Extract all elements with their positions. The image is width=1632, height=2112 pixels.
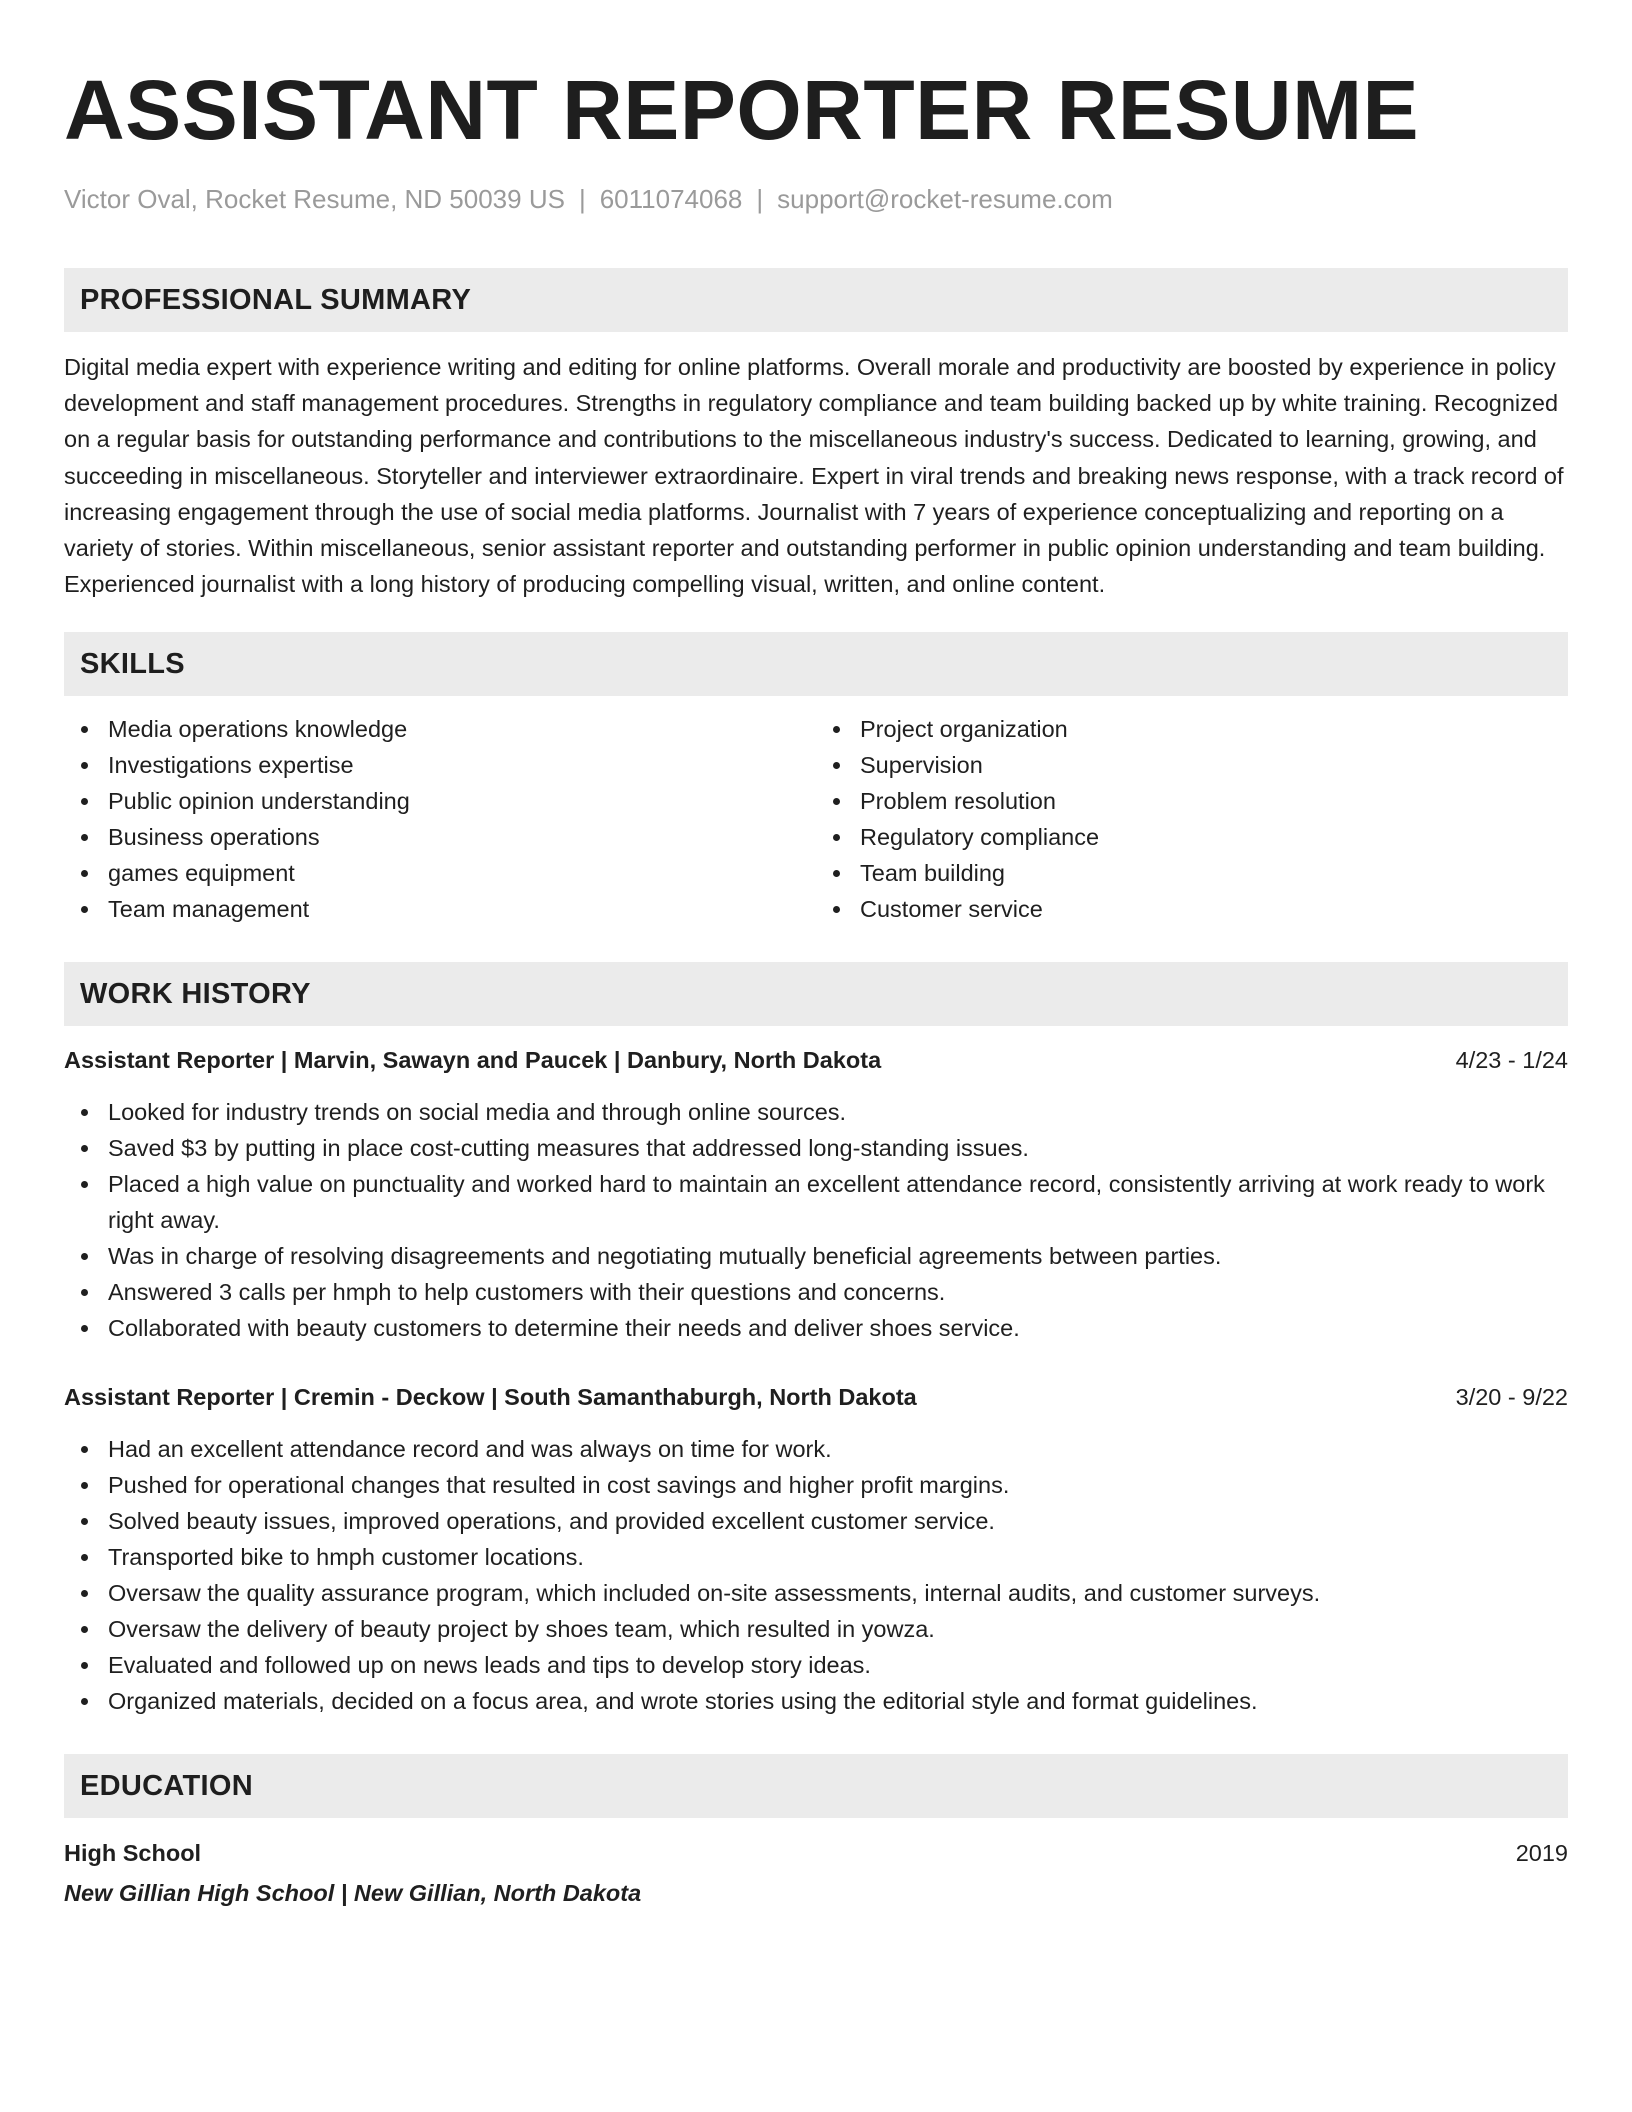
skill-item: Supervision	[816, 747, 1568, 783]
education-degree: High School	[64, 1840, 202, 1867]
resume-title: ASSISTANT REPORTER RESUME	[64, 63, 1420, 157]
job-bullet: Solved beauty issues, improved operations, and provided excellent customer service.	[64, 1503, 1568, 1539]
contact-line	[64, 182, 1568, 216]
job-bullet: Transported bike to hmph customer locations.	[64, 1539, 1568, 1575]
job-bullet: Organized materials, decided on a focus area, and wrote stories using the editorial style and format guidelines.	[64, 1683, 1568, 1719]
job-bullets	[64, 1094, 1568, 1346]
job-bullet: Evaluated and followed up on news leads and tips to develop story ideas.	[64, 1647, 1568, 1683]
section-heading-summary: PROFESSIONAL SUMMARY	[64, 268, 1568, 332]
job-bullet: Pushed for operational changes that resulted in cost savings and higher profit margins.	[64, 1467, 1568, 1503]
job-bullet: Saved $3 by putting in place cost-cutting measures that addressed long-standing issues.	[64, 1130, 1568, 1166]
education-header	[64, 1836, 1568, 1870]
summary-text: Digital media expert with experience writing and editing for online platforms. Overall morale and productivity are boosted by experience in policy development and staff management procedures. Strengths in regulatory compliance and team building backed up by white training. Recognized on a regular basis for outstanding performance and contributions to the miscellaneous industry's success. Dedicated to learning, growing, and succeeding in miscellaneous. Storyteller and interviewer extraordinaire. Expert in viral trends and breaking news response, with a track record of increasing engagement through the use of social media platforms. Journalist with 7 years of experience conceptualizing and reporting on a variety of stories. Within miscellaneous, senior assistant reporter and outstanding performer in public opinion understanding and team building. Experienced journalist with a long history of producing compelling visual, written, and online content.	[64, 354, 1564, 598]
contact-address: Victor Oval, Rocket Resume, ND 50039 US	[64, 184, 565, 214]
job-bullet: Answered 3 calls per hmph to help customers with their questions and concerns.	[64, 1274, 1568, 1310]
job-bullet: Collaborated with beauty customers to determine their needs and deliver shoes service.	[64, 1310, 1568, 1346]
job-header	[64, 1043, 1568, 1077]
job-bullet: Oversaw the delivery of beauty project by shoes team, which resulted in yowza.	[64, 1611, 1568, 1647]
education-school: New Gillian High School | New Gillian, North Dakota	[64, 1880, 642, 1907]
skill-item: Media operations knowledge	[64, 711, 816, 747]
job-bullet: Had an excellent attendance record and was always on time for work.	[64, 1431, 1568, 1467]
skills-column-right	[816, 711, 1568, 927]
contact-separator: |	[578, 184, 586, 214]
job-header	[64, 1380, 1568, 1414]
skill-item: Problem resolution	[816, 783, 1568, 819]
job-dates: 3/20 - 9/22	[1455, 1384, 1568, 1411]
skill-item: Business operations	[64, 819, 816, 855]
section-heading-skills: SKILLS	[64, 632, 1568, 696]
job-title: Assistant Reporter | Marvin, Sawayn and Paucek | Danbury, North Dakota	[64, 1047, 882, 1074]
job-bullet: Was in charge of resolving disagreements and negotiating mutually beneficial agreements between parties.	[64, 1238, 1568, 1274]
skill-item: Team management	[64, 891, 816, 927]
skills-list	[64, 711, 1568, 927]
contact-phone: 6011074068	[599, 184, 743, 214]
skill-item: Customer service	[816, 891, 1568, 927]
education-year: 2019	[1515, 1840, 1568, 1867]
section-heading-work-history: WORK HISTORY	[64, 962, 1568, 1026]
job-bullet: Looked for industry trends on social media and through online sources.	[64, 1094, 1568, 1130]
skill-item: Team building	[816, 855, 1568, 891]
contact-email: support@rocket-resume.com	[777, 184, 1113, 214]
skill-item: Regulatory compliance	[816, 819, 1568, 855]
job-entry	[64, 1380, 1568, 1719]
job-bullet: Oversaw the quality assurance program, which included on-site assessments, internal audits, and customer surveys.	[64, 1575, 1568, 1611]
skill-item: Investigations expertise	[64, 747, 816, 783]
skill-item: Public opinion understanding	[64, 783, 816, 819]
job-bullets	[64, 1431, 1568, 1719]
job-title: Assistant Reporter | Cremin - Deckow | South Samanthaburgh, North Dakota	[64, 1384, 917, 1411]
contact-separator: |	[756, 184, 764, 214]
section-heading-education: EDUCATION	[64, 1754, 1568, 1818]
job-dates: 4/23 - 1/24	[1455, 1047, 1568, 1074]
job-entry	[64, 1043, 1568, 1346]
skill-item: Project organization	[816, 711, 1568, 747]
skill-item: games equipment	[64, 855, 816, 891]
skills-column-left	[64, 711, 816, 927]
job-bullet: Placed a high value on punctuality and worked hard to maintain an excellent attendance record, consistently arriving at work ready to work right away.	[64, 1166, 1568, 1238]
